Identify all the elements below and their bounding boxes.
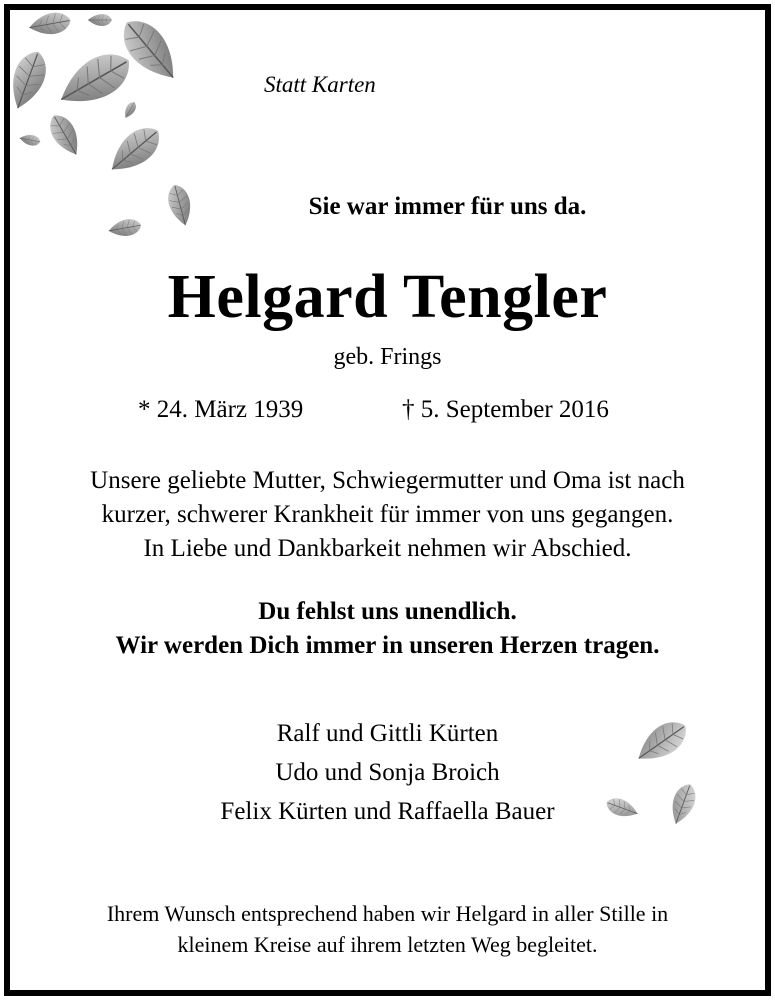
farewell-text <box>10 595 765 663</box>
deceased-name: Helgard Tengler <box>167 263 608 331</box>
life-dates <box>10 396 765 428</box>
motto: Sie war immer für uns da. <box>308 193 587 220</box>
death-date: † 5. September 2016 <box>402 396 609 423</box>
closing-text <box>10 898 765 960</box>
announcement-line: Unsere geliebte Mutter, Schwiegermutter und Oma ist nach <box>90 467 685 494</box>
birth-date: * 24. März 1939 <box>138 396 304 423</box>
falling-leaves-icon <box>10 10 230 260</box>
obituary-notice <box>4 4 771 996</box>
farewell-line: Du fehlst uns unendlich. <box>258 598 517 625</box>
farewell-line: Wir werden Dich immer in unseren Herzen tragen. <box>115 632 660 659</box>
closing-line: kleinem Kreise auf ihrem letzten Weg begleitet. <box>177 932 598 957</box>
family-list <box>10 714 765 831</box>
family-member: Ralf und Gittli Kürten <box>276 720 499 747</box>
closing-line: Ihrem Wunsch entsprechend haben wir Helgard in aller Stille in <box>106 901 669 926</box>
family-member: Udo und Sonja Broich <box>275 759 500 786</box>
announcement-line: kurzer, schwerer Krankheit für immer von uns gegangen. <box>101 501 674 528</box>
birth-name: geb. Frings <box>333 344 442 370</box>
announcement-text <box>10 464 765 566</box>
family-member: Felix Kürten und Raffaella Bauer <box>220 798 555 825</box>
announcement-line: In Liebe und Dankbarkeit nehmen wir Abschied. <box>143 535 632 562</box>
intro-text: Statt Karten <box>264 72 376 97</box>
